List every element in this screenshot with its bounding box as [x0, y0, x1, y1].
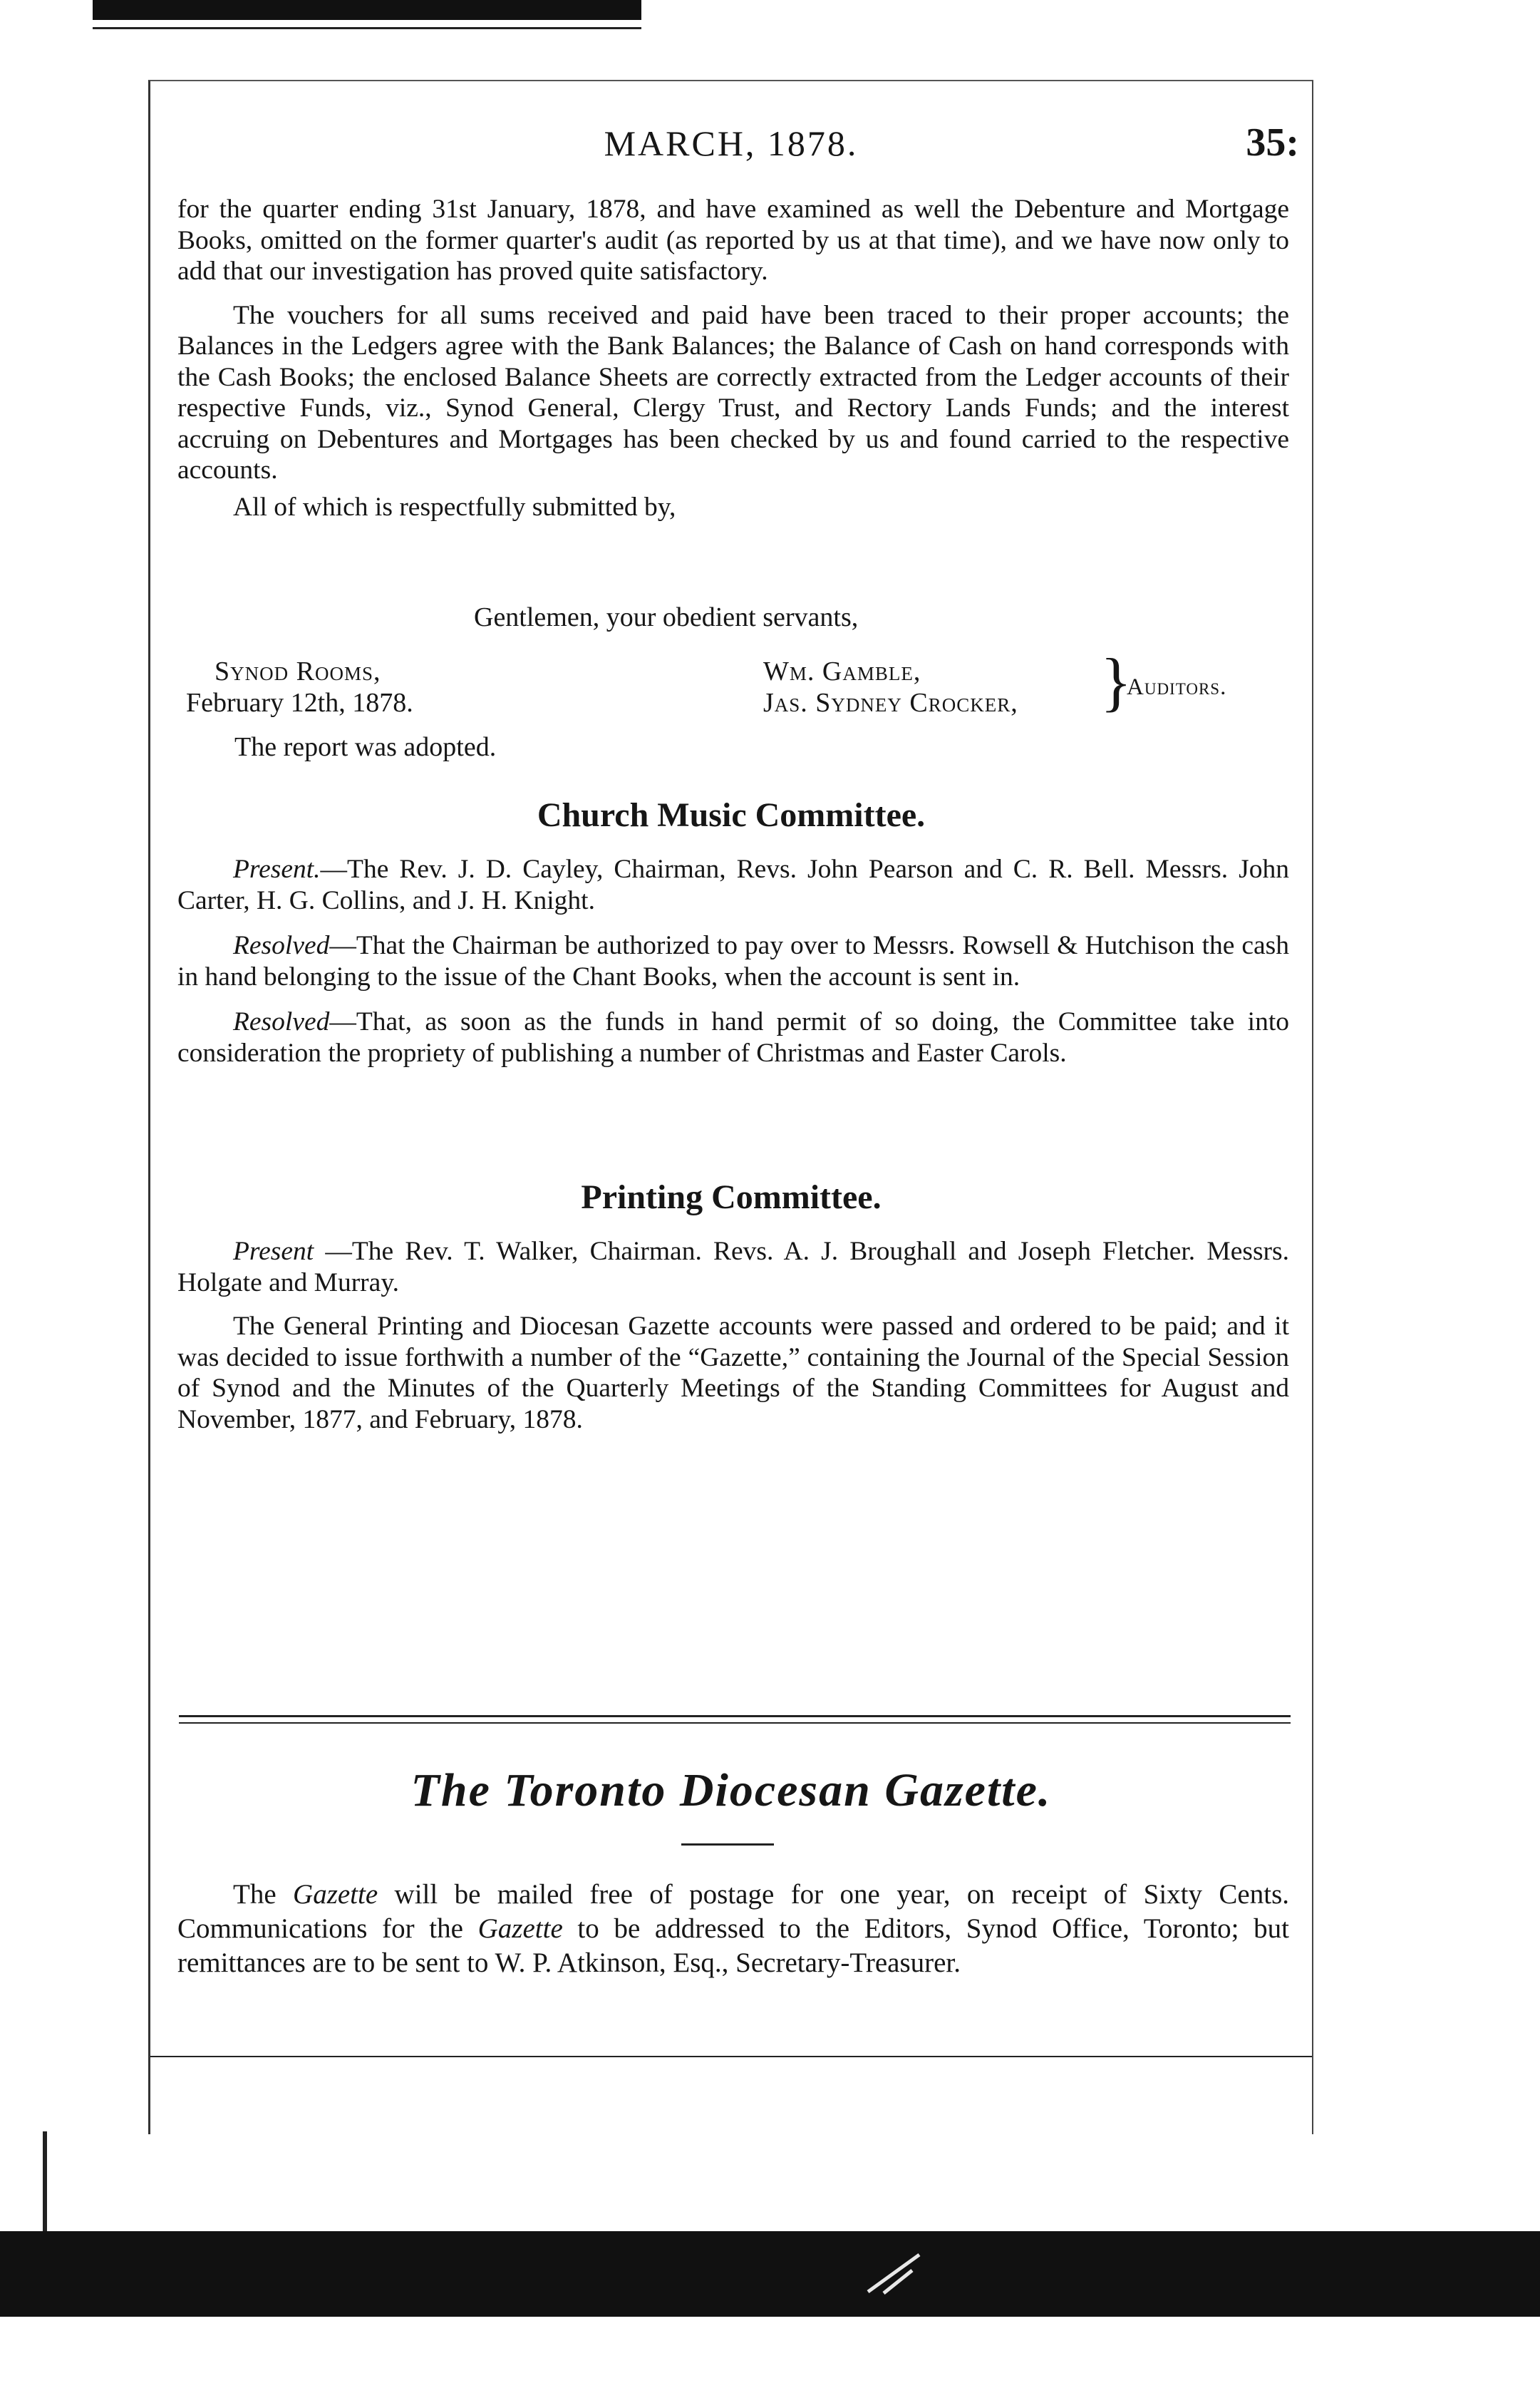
- brace-symbol: }: [1100, 645, 1132, 718]
- auditor-name-2: Jas. Sydney Crocker,: [763, 688, 1018, 718]
- scan-bottom-strip: [0, 2231, 1540, 2317]
- church-music-heading: Church Music Committee.: [537, 796, 926, 834]
- scan-slash-mark: [862, 2249, 926, 2299]
- page-bottom-rule: [150, 2056, 1312, 2057]
- resolution-2: [177, 1007, 1289, 1069]
- report-adopted-note: The report was adopted.: [234, 732, 497, 762]
- resolution-1-text: —That the Chairman be authorized to pay over to Messrs. Rowsell & Hutchison the cash in hand belonging to the issue of the Chant Books, when the account is sent in.: [177, 931, 1289, 992]
- gazette-name-2: Gazette: [477, 1913, 563, 1944]
- document-page: [148, 80, 1313, 2134]
- divider-rule: [179, 1715, 1291, 1717]
- present-members: —The Rev. J. D. Cayley, Chairman, Revs. John Pearson and C. R. Bell. Messrs. John Carter, H. G. Collins, and J. H. Knight.: [177, 855, 1289, 915]
- notice-text-2: will be mailed free of postage for one year, on receipt of Sixty Cents. Communications for the: [177, 1879, 1289, 1944]
- scan-top-rule: [93, 27, 641, 29]
- printing-paragraph: The General Printing and Diocesan Gazette accounts were passed and ordered to be paid; and it was decided to issue forthwith a number of the “Gazette,” containing the Journal of the Special Session of Synod and the Minutes of the Quarterly Meetings of the Standing Committees for August and November, 1877, and February, 1878.: [177, 1312, 1289, 1434]
- short-rule: [681, 1843, 774, 1846]
- gazette-title: The Toronto Diocesan Gazette.: [410, 1764, 1052, 1816]
- audit-paragraph-2: The vouchers for all sums received and paid have been traced to their proper accounts; the Balances in the Ledgers agree with the Bank Balances; the Balance of Cash on hand corresponds with the Cash Books; the enclosed Balance Sheets are correctly extracted from the Ledger accounts of their respective Funds, viz., Synod General, Clergy Trust, and Rectory Lands Funds; and the interest accruing on Debentures and Mortgages has been checked by us and found carried to the respective accounts.: [177, 300, 1289, 485]
- gazette-notice: [177, 1878, 1289, 1980]
- auditor-name-1: Wm. Gamble,: [763, 657, 921, 686]
- present-label: Present.: [233, 855, 321, 884]
- gazette-notice-text: [177, 1878, 1289, 1980]
- auditors-label: Auditors.: [1127, 674, 1227, 700]
- printing-present-members: —The Rev. T. Walker, Chairman. Revs. A. J. Broughall and Joseph Fletcher. Messrs. Holgate and Murray.: [177, 1237, 1289, 1297]
- page-number: 35:: [1246, 120, 1299, 165]
- present-label: Present: [233, 1237, 314, 1266]
- printing-minutes: [177, 1236, 1289, 1435]
- page-date-heading: MARCH, 1878.: [604, 123, 859, 163]
- printing-heading: Printing Committee.: [581, 1178, 882, 1216]
- audit-report: [177, 194, 1289, 523]
- resolved-label: Resolved: [233, 1007, 330, 1036]
- printing-present: [177, 1236, 1289, 1298]
- signature-date: February 12th, 1878.: [186, 688, 413, 718]
- notice-text-3: to be addressed to the Editors, Synod Office, Toronto; but remittances are to be sent to W. P. Atkinson, Esq., Secretary-Treasurer.: [177, 1913, 1289, 1978]
- resolved-label: Resolved: [233, 931, 330, 960]
- notice-text-1: The: [233, 1879, 294, 1910]
- signature-place: Synod Rooms,: [215, 657, 381, 686]
- church-music-present: [177, 854, 1289, 916]
- audit-paragraph-1: for the quarter ending 31st January, 1878, and have examined as well the Debenture and Mortgage Books, omitted on the former quarter's audit (as reported by us at that time), and we have now only to add that our investigation has proved quite satisfactory.: [177, 195, 1289, 286]
- church-music-minutes: [177, 854, 1289, 1069]
- scan-top-bar: [93, 0, 641, 20]
- resolution-2-text: —That, as soon as the funds in hand permit of so doing, the Committee take into consideration the propriety of publishing a number of Christmas and Easter Carols.: [177, 1007, 1289, 1068]
- page-header: [150, 120, 1312, 173]
- divider-rule-2: [179, 1722, 1291, 1724]
- gazette-name-1: Gazette: [293, 1879, 378, 1910]
- salutation: Gentlemen, your obedient servants,: [474, 602, 859, 632]
- audit-closing: All of which is respectfully submitted by,: [233, 492, 676, 522]
- resolution-1: [177, 930, 1289, 992]
